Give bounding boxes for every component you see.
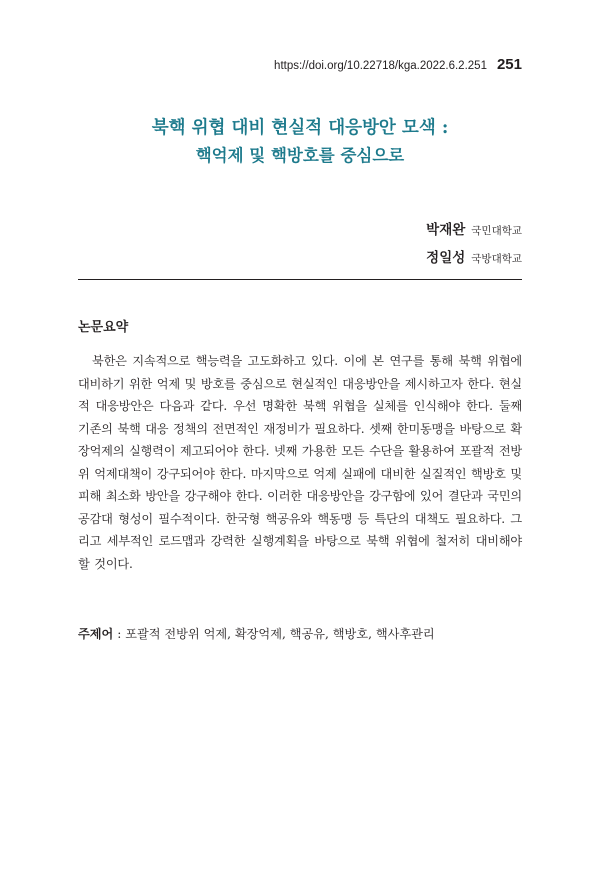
author-affiliation: 국민대학교 bbox=[471, 225, 522, 237]
abstract-heading: 논문요약 bbox=[78, 320, 129, 335]
author-entry bbox=[426, 218, 522, 246]
paper-subtitle: 핵억제 및 핵방호를 중심으로 bbox=[195, 146, 405, 165]
abstract-text: 북한은 지속적으로 핵능력을 고도화하고 있다. 이에 본 연구를 통해 북핵 위협에 대비하기 위한 억제 및 방호를 중심으로 현실적인 대응방안을 제시하고자 한다. 현실적 대응방안은 다음과 같다. 우선 명확한 북핵 위협을 실체를 인식해야 한다. 둘째 기존의 북핵 대응 정책의 전면적인 재정비가 필요하다. 셋째 한미동맹을 바탕으로 확장억제의 실행력이 제고되어야 한다. 넷째 가용한 모든 수단을 활용하여 포괄적 전방위 억제대책이 강구되어야 한다. 마지막으로 억제 실패에 대비한 실질적인 핵방호 및 피해 최소화 방안을 강구해야 한다. 이러한 대응방안을 강구함에 있어 결단과 국민의 공감대 형성이 필수적이다. 한국형 핵공유와 핵동맹 등 특단의 대책도 필요하다. 그리고 세부적인 로드맵과 강력한 실행계획을 바탕으로 북핵 위협에 철저히 대비해야 할 것이다. bbox=[78, 354, 522, 571]
author-name: 박재완 bbox=[426, 222, 466, 238]
keywords-label: 주제어 bbox=[78, 627, 114, 641]
title-block bbox=[0, 116, 600, 168]
keywords bbox=[78, 624, 522, 644]
author-list bbox=[426, 218, 522, 274]
running-header bbox=[274, 56, 522, 73]
divider bbox=[78, 279, 522, 280]
author-affiliation: 국방대학교 bbox=[471, 253, 522, 265]
doi-link[interactable]: https://doi.org/10.22718/kga.2022.6.2.251 bbox=[274, 60, 487, 72]
author-entry bbox=[426, 246, 522, 274]
author-name: 정일성 bbox=[426, 250, 466, 266]
paper-title: 북핵 위협 대비 현실적 대응방안 모색 : bbox=[151, 118, 449, 138]
keywords-text: 포괄적 전방위 억제, 확장억제, 핵공유, 핵방호, 핵사후관리 bbox=[125, 627, 435, 641]
page-number: 251 bbox=[496, 56, 522, 73]
keywords-separator: : bbox=[113, 627, 126, 641]
